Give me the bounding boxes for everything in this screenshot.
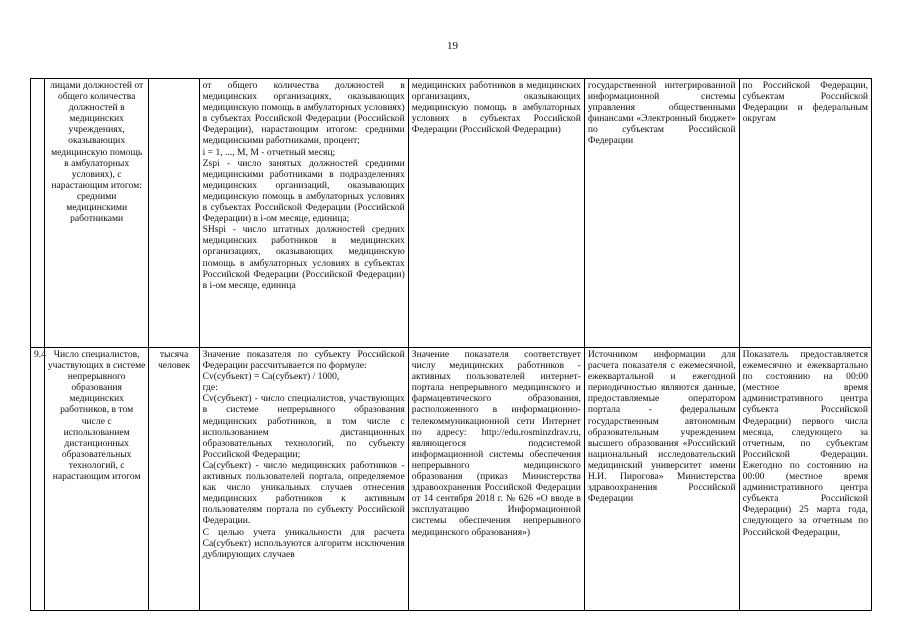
method-paragraph: SHspi - число штатных должностей средних медицинских работников в медицинских организациях, оказывающих медицинскую помощь в амбулаторных условиях в субъектах Российской Федерации (Российской Федерации) в i-ом месяце, единица	[202, 224, 405, 291]
table-row	[31, 79, 872, 348]
cell-basic-indicators	[408, 348, 584, 611]
cell-source	[584, 79, 739, 348]
periodicity-text: Показатель предоставляется ежемесячно и ежеквартально по состоянию на 00:00 (местное время административного центра субъекта Российской Федерации) первого числа месяца, следующего за отчетным, по субъектам Российской Федерации. Ежегодно по состоянию на 00:00 (местное время административного центра субъекта Российской Федерации) 25 марта года, следующего за отчетным по Российской Федерации,	[742, 349, 868, 538]
cell-periodicity	[739, 79, 871, 348]
cell-number: 9.4	[31, 348, 45, 611]
cell-number	[31, 79, 45, 348]
cell-method	[199, 79, 408, 348]
basic-text: Значение показателя соответствует числу медицинских работников - активных пользователей интернет-портала непрерывного медицинского и фармацевтического образования, расположенного в информационно-телекоммуникационной сети Интернет по адресу: http://edu.rosminzdrav.ru, являющегося подсистемой информационной системы обеспечения непрерывного медицинского образования (приказ Министерства здравоохранения Российской Федерации от 14 сентября 2018 г. № 626 «О вводе в эксплуатацию Информационной системы обеспечения непрерывного медицинского образования»)	[411, 349, 581, 538]
cell-periodicity	[739, 348, 871, 611]
method-paragraph: Cv(субъект) = Ca(субъект) / 1000,	[202, 371, 340, 383]
cell-source	[584, 348, 739, 611]
page-number: 19	[447, 40, 458, 52]
cell-method	[199, 348, 408, 611]
cell-indicator-name: лицами должностей от общего количества должностей в медицинских учреждениях, оказывающих медицинскую помощь в амбулаторных условиях), с нарастающим итогом: средними медицинскими работниками	[44, 79, 149, 348]
method-paragraph: где:	[202, 382, 218, 394]
cell-unit: тысяча человек	[149, 348, 199, 611]
method-paragraph: i = 1, ..., M, M - отчетный месяц;	[202, 146, 336, 158]
method-paragraph: С целью учета уникальности для расчета Ca(субъект) используются алгоритм исключения дублирующих случаев	[202, 526, 405, 560]
basic-text: медицинских работников в медицинских организациях, оказывающих медицинскую помощь в амбулаторных условиях в субъектах Российской Федерации (Российской Федерации)	[411, 80, 581, 136]
table-row	[31, 348, 872, 611]
periodicity-text: по Российской Федерации, субъектам Российской Федерации и федеральным округам	[742, 80, 868, 125]
source-text: государственной интегрированной информационной системы управления общественными финансами «Электронный бюджет» по субъектам Российской Федерации	[587, 80, 736, 147]
method-paragraph: от общего количества должностей в медицинских организациях, оказывающих медицинскую помощь в амбулаторных условиях) в субъектах Российской Федерации (Российской Федерации), нарастающим итогом: средними медицинскими работниками, процент;	[202, 80, 405, 147]
indicator-table	[30, 78, 872, 611]
cell-indicator-name: Число специалистов, участвующих в системе непрерывного образования медицинских работников, в том числе с использованием дистанционных образовательных технологий, с нарастающим итогом	[44, 348, 149, 611]
cell-basic-indicators	[408, 79, 584, 348]
cell-unit	[149, 79, 199, 348]
method-paragraph: Cv(субъект) - число специалистов, участвующих в системе непрерывного образования медицинских работников, в том числе с использованием дистанционных образовательных технологий, по субъекту Российской Федерации;	[202, 393, 405, 460]
method-paragraph: Zspi - число занятых должностей средними медицинскими работниками в подразделениях медицинских организаций, оказывающих медицинскую помощь в амбулаторных условиях в субъектах Российской Федерации (Российской Федерации) в i-ом месяце, единица;	[202, 157, 405, 225]
source-text: Источником информации для расчета показателя с ежемесячной, ежеквартальной и ежегодной периодичностью являются данные, предоставляемые оператором портала - федеральным государственным автономным образовательным учреждением высшего образования «Российский национальный исследовательский медицинский университет имени Н.И. Пирогова» Министерства здравоохранения Российской Федерации	[587, 349, 736, 505]
method-paragraph: Ca(субъект) - число медицинских работников - активных пользователей портала, определяемое как число уникальных случаев отнесения медицинских работников к активным пользователям портала по субъекту Российской Федерации.	[202, 459, 405, 527]
method-paragraph: Значение показателя по субъекту Российской Федерации рассчитывается по формуле:	[202, 349, 405, 372]
